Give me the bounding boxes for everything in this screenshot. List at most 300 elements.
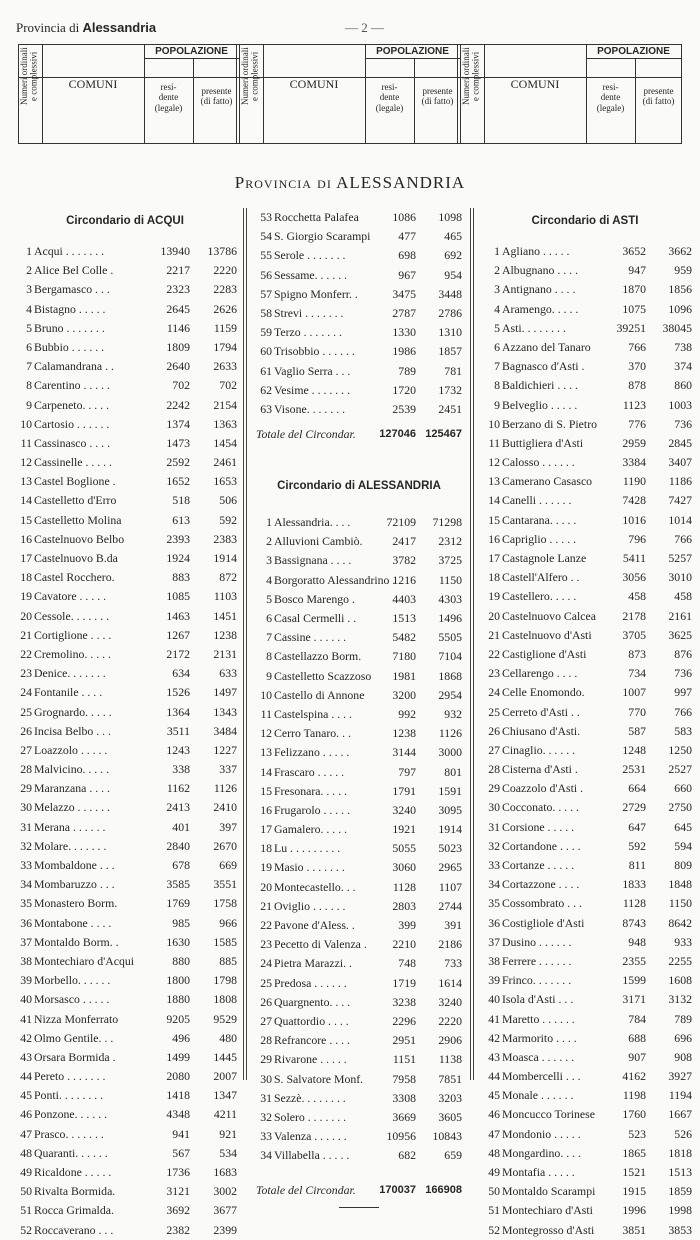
row-number: 54 — [260, 229, 272, 244]
table-row — [10, 1144, 240, 1163]
province-name: Alessandria — [82, 20, 157, 35]
population-legal: 766 — [628, 339, 646, 354]
table-row — [250, 628, 468, 647]
population-legal: 3669 — [392, 1109, 416, 1124]
row-number: 63 — [260, 401, 272, 416]
table-row — [10, 837, 240, 856]
comune-name: Ponzone. . . . . . — [34, 1107, 108, 1122]
row-number: 20 — [488, 608, 500, 623]
total-legal: 170037 — [379, 1184, 416, 1197]
population-legal: 1720 — [392, 382, 416, 397]
row-number: 10 — [260, 687, 272, 702]
population-legal: 1123 — [622, 397, 646, 412]
population-legal: 1473 — [166, 435, 190, 450]
population-legal: 4162 — [622, 1069, 646, 1084]
row-number: 16 — [488, 531, 500, 546]
comune-name: Bruno . . . . . . . — [34, 320, 105, 335]
population-present: 1194 — [668, 1088, 692, 1103]
population-present: 789 — [674, 1011, 692, 1026]
population-legal: 3060 — [392, 860, 416, 875]
row-number: 33 — [20, 858, 32, 872]
table-row — [250, 820, 468, 839]
row-number: 17 — [260, 822, 272, 837]
comune-name: Pavone d'Aless. . — [274, 918, 355, 932]
row-number: 31 — [260, 1090, 272, 1105]
population-present: 921 — [219, 1126, 237, 1141]
row-number: 41 — [488, 1011, 500, 1026]
table-row — [250, 342, 468, 361]
comune-name: Cortiglione . . . . — [34, 627, 112, 642]
table-row — [478, 990, 692, 1009]
population-present: 1848 — [668, 877, 692, 892]
comune-name: Bubbio . . . . . . — [34, 339, 105, 354]
population-present: 645 — [674, 819, 692, 834]
table-row — [250, 782, 468, 801]
comune-name: Azzano del Tanaro — [502, 339, 591, 354]
total-label: Totale del Circondar. — [256, 427, 356, 442]
row-number: 33 — [260, 1129, 272, 1144]
table-row — [478, 760, 692, 779]
population-present: 1250 — [668, 742, 692, 757]
population-present: 1667 — [668, 1107, 692, 1122]
population-legal: 1198 — [622, 1088, 646, 1103]
row-number: 42 — [20, 1030, 32, 1045]
population-legal: 1086 — [392, 210, 416, 224]
row-number: 61 — [260, 363, 272, 378]
population-present: 1138 — [438, 1052, 462, 1067]
row-number: 18 — [20, 570, 32, 585]
population-present: 506 — [219, 493, 237, 508]
header-comuni-label: COMUNI — [289, 77, 339, 91]
population-legal: 2417 — [392, 534, 416, 549]
population-present: 3095 — [438, 802, 462, 817]
row-number: 50 — [20, 1184, 32, 1199]
table-row — [250, 551, 468, 570]
circondario-title: Circondario di ALESSANDRIA — [277, 480, 441, 493]
population-legal: 1248 — [622, 742, 646, 757]
comune-name: Baldichieri . . . . — [502, 378, 579, 393]
row-number: 4 — [26, 301, 32, 316]
population-present: 1347 — [213, 1088, 237, 1103]
circondario-title: Circondario di ASTI — [531, 215, 639, 227]
population-legal: 1016 — [622, 512, 646, 527]
population-legal: 1880 — [166, 992, 190, 1007]
header-numbers-label: Numeri ordinali e complessivi — [240, 47, 260, 105]
row-number: 19 — [20, 589, 32, 604]
table-row — [250, 1070, 468, 1089]
row-number: 1 — [494, 244, 500, 258]
row-number: 40 — [20, 992, 32, 1007]
table-row — [10, 280, 240, 299]
comune-name: Mombercelli . . . — [502, 1069, 581, 1084]
header-residente-label: resi- dente (legale) — [154, 82, 183, 113]
population-legal: 967 — [398, 267, 416, 282]
population-present: 1003 — [668, 397, 692, 412]
comune-name: Castel Rocchero. — [34, 570, 115, 585]
table-row — [10, 703, 240, 722]
comune-name: Cinaglio. . . . . . — [502, 742, 576, 757]
row-number: 14 — [260, 764, 272, 779]
header-rule — [42, 44, 43, 144]
population-present: 3010 — [668, 570, 692, 585]
table-row — [10, 511, 240, 530]
comune-name: Orsara Bormida . — [34, 1049, 116, 1064]
row-number: 52 — [20, 1222, 32, 1237]
population-present: 3625 — [668, 627, 692, 642]
population-present: 391 — [444, 918, 462, 932]
population-present: 458 — [674, 589, 692, 604]
row-number: 46 — [488, 1107, 500, 1122]
table-row — [250, 878, 468, 897]
population-present: 3662 — [668, 244, 692, 258]
row-number: 23 — [488, 666, 500, 681]
comune-name: Ferrere . . . . . . — [502, 953, 572, 968]
row-number: 57 — [260, 286, 272, 301]
population-legal: 401 — [172, 819, 190, 834]
population-present: 2154 — [213, 397, 237, 412]
population-legal: 1921 — [392, 822, 416, 837]
population-present: 71298 — [432, 515, 462, 530]
population-present: 3551 — [213, 877, 237, 892]
population-present: 5505 — [438, 630, 462, 645]
row-number: 2 — [26, 263, 32, 278]
comune-name: Vaglio Serra . . . — [274, 363, 351, 378]
population-present: 1014 — [668, 512, 692, 527]
population-present: 13786 — [207, 244, 237, 258]
table-row — [10, 396, 240, 415]
comune-name: Maretto . . . . . . — [502, 1011, 575, 1026]
population-present: 2845 — [668, 435, 692, 450]
row-number: 28 — [488, 762, 500, 777]
population-present: 7427 — [668, 493, 692, 508]
row-number: 24 — [260, 956, 272, 971]
row-number: 37 — [488, 934, 500, 949]
table-row — [250, 724, 468, 743]
row-number: 58 — [260, 305, 272, 320]
population-present: 932 — [444, 706, 462, 721]
row-number: 42 — [488, 1030, 500, 1045]
comune-name: Cantarana. . . . . — [502, 512, 577, 527]
column-divider — [470, 208, 471, 1080]
table-row — [10, 1125, 240, 1144]
comune-name: Corsione . . . . . — [502, 819, 575, 834]
table-row — [10, 376, 240, 395]
row-number: 17 — [20, 551, 32, 565]
population-present: 2527 — [668, 762, 692, 777]
table-row — [478, 703, 692, 722]
comune-name: Cortanze . . . . . — [502, 858, 575, 872]
row-number: 5 — [494, 320, 500, 335]
table-row — [250, 1031, 468, 1050]
population-present: 10843 — [432, 1129, 462, 1144]
comune-name: Bassignana . . . . — [274, 553, 352, 568]
population-legal: 1599 — [622, 973, 646, 988]
title-name: ALESSANDRIA — [336, 173, 466, 192]
comune-name: Castagnole Lanze — [502, 551, 587, 565]
population-present: 1798 — [213, 973, 237, 988]
comune-name: Rivalta Bormida. — [34, 1184, 116, 1199]
row-number: 26 — [20, 723, 32, 738]
population-legal: 985 — [172, 915, 190, 930]
population-legal: 3121 — [166, 1184, 190, 1199]
population-legal: 592 — [628, 838, 646, 853]
comune-name: Strevi . . . . . . . — [274, 305, 344, 320]
table-row — [10, 856, 240, 875]
table-row — [10, 1201, 240, 1220]
table-row — [10, 491, 240, 510]
comune-name: Asti. . . . . . . . — [502, 320, 566, 335]
table-row — [10, 779, 240, 798]
header-numbers-label: Numeri ordinali e complessivi — [19, 47, 39, 105]
row-number: 25 — [488, 704, 500, 719]
population-present: 2744 — [438, 898, 462, 913]
population-present: 465 — [444, 229, 462, 244]
comune-name: Castelspina . . . . — [274, 706, 352, 721]
comune-name: Capriglio . . . . . — [502, 531, 577, 546]
comune-name: Canelli . . . . . . — [502, 493, 572, 508]
table-row — [250, 743, 468, 762]
population-present: 1868 — [438, 668, 462, 683]
header-rule — [586, 58, 681, 59]
population-legal: 1924 — [166, 551, 190, 565]
table-row — [250, 1127, 468, 1146]
population-legal: 1085 — [166, 589, 190, 604]
table-row — [250, 935, 468, 954]
population-present: 4211 — [213, 1107, 237, 1122]
population-legal: 338 — [172, 762, 190, 777]
population-legal: 2640 — [166, 359, 190, 374]
total-present: 125467 — [425, 428, 462, 441]
comune-name: Montafia . . . . . — [502, 1165, 575, 1179]
population-legal: 2178 — [622, 608, 646, 623]
comune-name: Montecastello. . . — [274, 879, 356, 894]
population-present: 2954 — [438, 687, 462, 702]
comune-name: Mondonio . . . . . — [502, 1126, 581, 1141]
row-number: 3 — [494, 282, 500, 297]
row-number: 10 — [488, 416, 500, 431]
comune-name: Acqui . . . . . . . — [34, 244, 105, 258]
table-row — [10, 568, 240, 587]
table-row — [250, 974, 468, 993]
population-legal: 3200 — [392, 687, 416, 702]
row-number: 47 — [20, 1126, 32, 1141]
row-number: 18 — [488, 570, 500, 585]
population-legal: 2210 — [392, 937, 416, 952]
population-legal: 784 — [628, 1011, 646, 1026]
population-present: 2906 — [438, 1033, 462, 1048]
row-number: 8 — [494, 378, 500, 393]
table-row — [250, 590, 468, 609]
population-present: 3407 — [668, 455, 692, 470]
population-legal: 947 — [628, 263, 646, 278]
comune-name: Masio . . . . . . . — [274, 860, 345, 875]
comune-name: Rivarone . . . . . — [274, 1052, 347, 1067]
comune-name: Gamalero. . . . . — [274, 822, 348, 837]
population-legal: 370 — [628, 359, 646, 374]
population-present: 633 — [219, 666, 237, 681]
population-legal: 1719 — [392, 975, 416, 990]
comune-name: Carentino . . . . . — [34, 378, 111, 393]
comune-name: Morbello. . . . . . — [34, 973, 111, 988]
population-legal: 2803 — [392, 898, 416, 913]
table-row — [478, 242, 692, 261]
population-legal: 1981 — [392, 668, 416, 683]
row-number: 33 — [488, 858, 500, 872]
table-row — [10, 626, 240, 645]
table-row — [478, 1201, 692, 1220]
population-legal: 2592 — [166, 455, 190, 470]
row-number: 11 — [20, 435, 32, 450]
table-row — [250, 1146, 468, 1165]
table-row — [250, 227, 468, 246]
population-present: 38045 — [662, 320, 692, 335]
table-row — [250, 839, 468, 858]
population-present: 696 — [674, 1030, 692, 1045]
comune-name: Castell'Alfero . . — [502, 570, 580, 585]
row-number: 49 — [20, 1165, 32, 1179]
row-number: 21 — [260, 898, 272, 913]
population-legal: 3652 — [622, 244, 646, 258]
comune-name: Refrancore . . . . — [274, 1033, 350, 1048]
comune-name: Celle Enomondo. — [502, 685, 585, 700]
population-present: 660 — [674, 781, 692, 796]
population-present: 1859 — [668, 1184, 692, 1199]
table-row — [478, 837, 692, 856]
population-legal: 770 — [628, 704, 646, 719]
population-present: 669 — [219, 858, 237, 872]
population-legal: 1499 — [166, 1049, 190, 1064]
population-legal: 1513 — [392, 611, 416, 625]
comune-name: Castelletto Scazzoso — [274, 668, 372, 683]
table-row — [250, 686, 468, 705]
population-legal: 1760 — [622, 1107, 646, 1122]
population-legal: 3692 — [166, 1203, 190, 1218]
comune-name: Cessole. . . . . . . — [34, 608, 110, 623]
table-row — [10, 587, 240, 606]
population-present: 997 — [674, 685, 692, 700]
row-number: 29 — [260, 1052, 272, 1067]
table-row — [10, 990, 240, 1009]
row-number: 7 — [266, 630, 272, 645]
population-present: 594 — [674, 838, 692, 853]
row-number: 6 — [494, 339, 500, 354]
population-legal: 10956 — [386, 1129, 416, 1144]
table-row — [250, 801, 468, 820]
population-present: 1998 — [668, 1203, 692, 1218]
population-present: 337 — [219, 762, 237, 777]
population-legal: 811 — [628, 858, 646, 872]
comune-name: Cerro Tanaro. . . — [274, 726, 351, 741]
table-row — [10, 1010, 240, 1029]
table-row — [478, 261, 692, 280]
population-legal: 796 — [628, 531, 646, 546]
table-row — [250, 208, 468, 227]
comune-name: Pecetto di Valenza . — [274, 937, 367, 952]
table-row — [250, 858, 468, 877]
population-present: 933 — [674, 934, 692, 949]
row-number: 53 — [260, 210, 272, 224]
table-row — [10, 472, 240, 491]
header-rule — [365, 58, 460, 59]
population-legal: 678 — [172, 858, 190, 872]
population-present: 480 — [219, 1030, 237, 1045]
population-present: 1159 — [213, 320, 237, 335]
table-row — [250, 246, 468, 265]
column-divider — [473, 208, 474, 1080]
table-row — [478, 971, 692, 990]
comune-name: Calamandrana . . — [34, 359, 114, 374]
population-legal: 682 — [398, 1148, 416, 1163]
comune-name: Buttigliera d'Asti — [502, 435, 584, 450]
comune-name: Moasca . . . . . . — [502, 1049, 575, 1064]
table-row — [250, 1108, 468, 1127]
population-present: 1653 — [213, 474, 237, 489]
population-legal: 907 — [628, 1049, 646, 1064]
population-legal: 567 — [172, 1145, 190, 1160]
comune-name: Antignano . . . . — [502, 282, 576, 297]
population-legal: 399 — [398, 918, 416, 932]
table-row — [478, 1029, 692, 1048]
row-number: 26 — [260, 994, 272, 1009]
population-present: 7851 — [438, 1071, 462, 1086]
comune-name: Cocconato. . . . . — [502, 800, 579, 815]
row-number: 13 — [488, 474, 500, 489]
row-number: 34 — [260, 1148, 272, 1163]
comune-name: Alessandria. . . . — [274, 515, 351, 530]
population-present: 1103 — [213, 589, 237, 604]
population-legal: 789 — [398, 363, 416, 378]
table-row — [478, 587, 692, 606]
table-row — [10, 607, 240, 626]
circondario-acqui-continued — [250, 208, 468, 1208]
population-present: 2131 — [213, 646, 237, 661]
table-row — [478, 607, 692, 626]
population-legal: 2645 — [166, 301, 190, 316]
comune-name: Denice. . . . . . . — [34, 666, 106, 681]
population-legal: 2959 — [622, 435, 646, 450]
row-number: 9 — [266, 668, 272, 683]
population-legal: 3384 — [622, 455, 646, 470]
row-number: 43 — [488, 1049, 500, 1064]
population-legal: 3171 — [622, 992, 646, 1007]
table-row — [10, 1029, 240, 1048]
table-row — [10, 971, 240, 990]
row-number: 20 — [20, 608, 32, 623]
population-legal: 2242 — [166, 397, 190, 412]
population-present: 959 — [674, 263, 692, 278]
comune-name: Berzano di S. Pietro — [502, 416, 598, 431]
header-rule — [144, 58, 239, 59]
population-legal: 1330 — [392, 325, 416, 340]
total-present: 166908 — [425, 1184, 462, 1197]
circondario-asti — [478, 210, 692, 1240]
population-legal: 72109 — [386, 515, 416, 530]
row-number: 56 — [260, 267, 272, 282]
population-present: 1914 — [213, 551, 237, 565]
row-number: 60 — [260, 344, 272, 359]
population-present: 781 — [444, 363, 462, 378]
population-legal: 2951 — [392, 1033, 416, 1048]
population-present: 583 — [674, 723, 692, 738]
table-row — [250, 1012, 468, 1031]
population-present: 1107 — [438, 879, 462, 894]
table-row — [10, 261, 240, 280]
population-legal: 587 — [628, 723, 646, 738]
column-divider — [246, 208, 247, 1080]
table-row — [250, 304, 468, 323]
table-row — [478, 434, 692, 453]
row-number: 26 — [488, 723, 500, 738]
